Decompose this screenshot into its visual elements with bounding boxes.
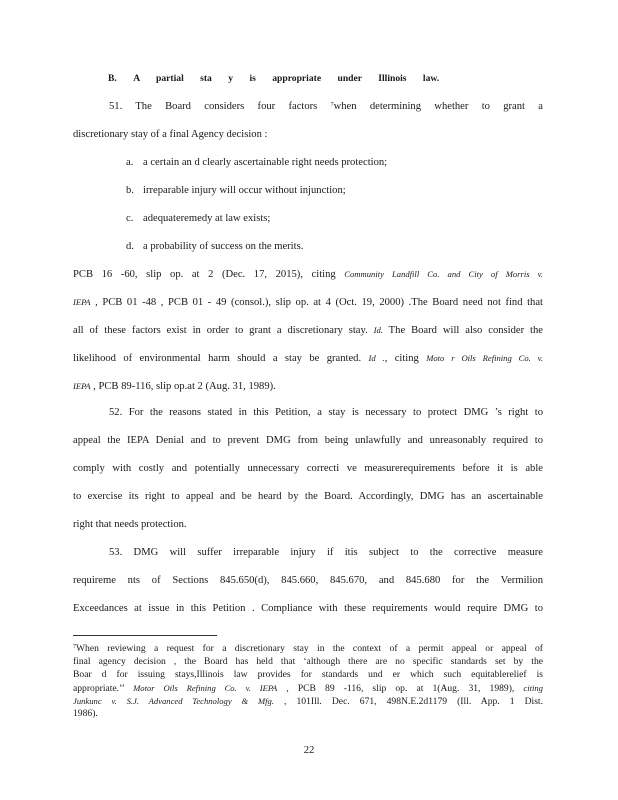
citation-line-4: likelihood of environmental harm should a stay be granted. Id ., citing Moto r Oils Refining Co. v. [73, 353, 543, 364]
citation-line-3: all of these factors exist in order to grant a discretionary stay. Id. The Board will also consider the [73, 325, 543, 336]
footnote-ref: 7 [330, 102, 334, 108]
para-53-line-1: 53. DMG will suffer irreparable injury if itis subject to the corrective measure [109, 547, 543, 558]
footnote-divider [73, 635, 217, 636]
factor-b: b. irreparable injury will occur without injunction; [126, 185, 346, 196]
footnote-line-6: 1986). [73, 708, 98, 719]
section-heading-text: A partial sta y is appropriate under Illinois law. [133, 73, 440, 84]
para-52-line-4: to exercise its right to appeal and be heard by the Board. Accordingly, DMG has an ascertainable [73, 491, 543, 502]
section-letter: B. [108, 73, 117, 84]
factor-c: c. adequateremedy at law exists; [126, 213, 271, 224]
factor-a: a. a certain an d clearly ascertainable right needs protection; [126, 157, 388, 168]
footnote-line-4: appropriate.’’ Motor Oils Refining Co. v. IEPA , PCB 89 -116, slip op. at 1(Aug. 31, 1989), citing [73, 683, 543, 694]
para-51-line-2: discretionary stay of a final Agency decision : [73, 129, 268, 140]
factor-d: d. a probability of success on the merits. [126, 241, 304, 252]
citation-line-2: IEPA , PCB 01 -48 , PCB 01 - 49 (consol.), slip op. at 4 (Oct. 19, 2000) .The Board need not find that [73, 297, 543, 308]
para-52-line-5: right that needs protection. [73, 519, 187, 530]
para-52-line-2: appeal the IEPA Denial and to prevent DMG from being unlawfully and unreasonably required to [73, 435, 543, 446]
para-52-line-1: 52. For the reasons stated in this Petition, a stay is necessary to protect DMG ’s right to [109, 407, 543, 418]
para-53-line-2: requireme nts of Sections 845.650(d), 845.660, 845.670, and 845.680 for the Vermilion [73, 575, 543, 586]
footnote-line-2: final agency decision , the Board has held that ‘although there are no specific standards set by the [73, 656, 543, 667]
footnote-line-5: Junkunc v. S.J. Advanced Technology & Mfg. , 101Ill. Dec. 671, 498N.E.2d1179 (Ill. App. 1 Dist. [73, 696, 543, 707]
section-heading [108, 73, 453, 84]
footnote-marker: 7 [73, 644, 76, 650]
citation-line-5: IEPA , PCB 89-116, slip op.at 2 (Aug. 31, 1989). [73, 381, 276, 392]
para-51-line-1: 51. The Board considers four factors $^7$when determining whether to grant a [109, 101, 543, 112]
page-number: 22 [303, 745, 315, 756]
footnote-line-1: $^7$When reviewing a request for a discretionary stay in the context of a permit appeal or appeal of [73, 643, 543, 654]
footnote-line-3: Boar d for issuing stays,Illinois law provides for standards und er which such equitablerelief is [73, 669, 543, 680]
para-52-line-3: comply with costly and potentially unnecessary correcti ve measurerequirements before it is able [73, 463, 543, 474]
para-53-line-3: Exceedances at issue in this Petition . Compliance with these requirements would require DMG to [73, 603, 543, 614]
citation-line-1: PCB 16 -60, slip op. at 2 (Dec. 17, 2015), citing Community Landfill Co. and City of Morris v. [73, 269, 543, 280]
